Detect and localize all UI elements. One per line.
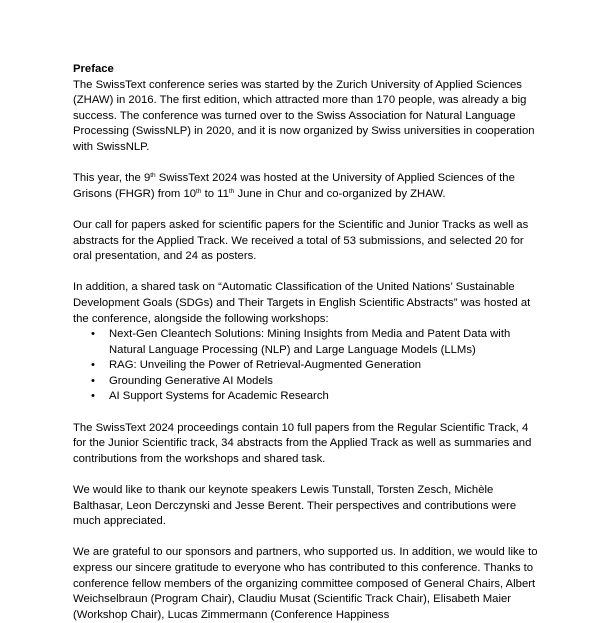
list-item: • Next-Gen Cleantech Solutions: Mining Insights from Media and Patent Data with Natural Language Processing (NLP) and Large Language Models (LLMs) bbox=[109, 327, 540, 358]
paragraph-call-for-papers: Our call for papers asked for scientific papers for the Scientific and Junior Tracks as well as abstracts for the Applied Track. We received a total of 53 submissions, and selected 20 for oral presentation, and 24 as posters. bbox=[73, 218, 529, 263]
paragraph-shared-task: In addition, a shared task on “Automatic Classification of the United Nations’ Sustainable Development Goals (SDGs) and Their Targets in English Scientific Abstracts” was hosted at the conference, alongside the following workshops: bbox=[73, 281, 531, 325]
ordinal-suffix: th bbox=[228, 187, 235, 195]
list-item: • Grounding Generative AI Models bbox=[109, 374, 540, 390]
paragraph-hosting bbox=[73, 171, 540, 202]
ordinal-suffix: th bbox=[196, 187, 202, 195]
hosting-text-d: June in Chur and co-organized by ZHAW. bbox=[234, 187, 446, 200]
hosting-text-b: SwissText 2024 was hosted at the University of Applied Sciences of the Grisons (FHGR) from 10 bbox=[73, 172, 515, 200]
paragraph-acknowledgements: We are grateful to our sponsors and partners, who supported us. In addition, we would like to express our sincere gratitude to everyone who has contributed to this conference. Thanks to conference fellow members of the organizing committee composed of General Chairs, Albert Weichselbraun (Program Chair), Claudiu Musat (Scientific Track Chair), Elisabeth Maier (Workshop Chair), Lucas Zimmermann (Conference Happiness bbox=[73, 546, 538, 621]
paragraph-history: The SwissText conference series was started by the Zurich University of Applied Sciences (ZHAW) in 2016. The first edition, which attracted more than 170 people, was already a big success. The conference was turned over to the Swiss Association for Natural Language Processing (SwissNLP) in 2020, and it is now organized by Swiss universities in cooperation with SwissNLP. bbox=[73, 78, 535, 153]
paragraph-proceedings: The SwissText 2024 proceedings contain 10 full papers from the Regular Scientific Track, 4 for the Junior Scientific track, 34 abstracts from the Applied Track as well as summaries and contributions from the workshops and shared task. bbox=[73, 421, 532, 465]
paragraph-keynotes: We would like to thank our keynote speakers Lewis Tunstall, Torsten Zesch, Michèle Balthasar, Leon Derczynski and Jesse Berent. Their perspectives and contributions were much appreciated. bbox=[73, 484, 517, 528]
preface-heading: Preface bbox=[73, 63, 114, 75]
hosting-text-a: This year, the 9 bbox=[73, 172, 151, 185]
list-item: • AI Support Systems for Academic Research bbox=[109, 389, 540, 405]
ordinal-suffix: th bbox=[150, 172, 156, 180]
list-item: • RAG: Unveiling the Power of Retrieval-Augmented Generation bbox=[109, 358, 540, 374]
workshop-list bbox=[73, 327, 540, 405]
hosting-text-c: to 11 bbox=[201, 187, 229, 200]
